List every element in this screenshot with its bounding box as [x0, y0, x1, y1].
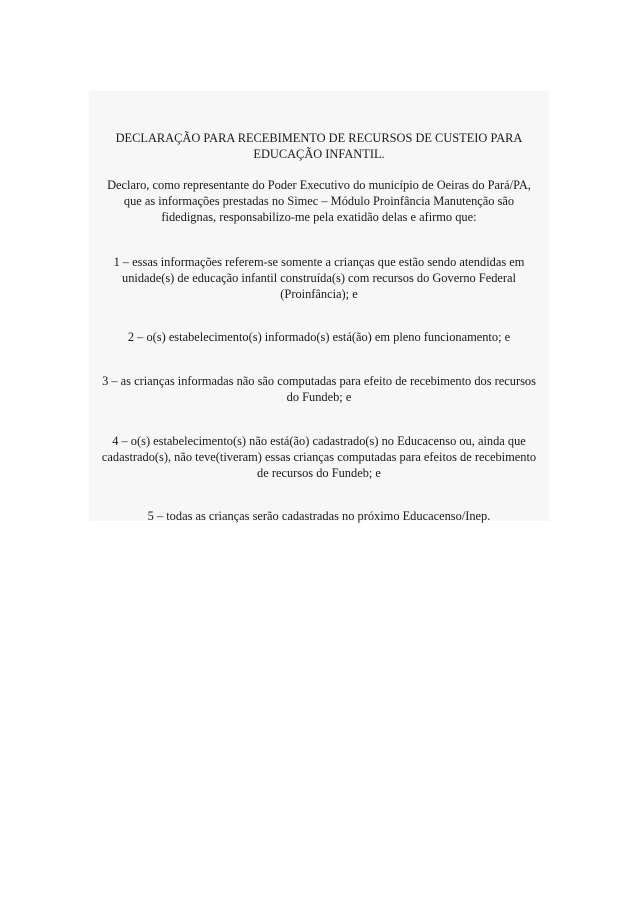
item-1-line-3: (Proinfância); e: [280, 287, 358, 301]
item-3-line-2: do Fundeb; e: [286, 390, 352, 404]
item-2-line-1: 2 – o(s) estabelecimento(s) informado(s) está(ão) em pleno funcionamento; e: [127, 330, 511, 344]
item-4-line-3: de recursos do Fundeb; e: [257, 466, 381, 480]
document-title-line-1: DECLARAÇÃO PARA RECEBIMENTO DE RECURSOS DE CUSTEIO PARA: [115, 131, 523, 145]
document-title-line-2: EDUCAÇÃO INFANTIL.: [253, 147, 385, 161]
item-1-line-1: 1 – essas informações referem-se somente a crianças que estão sendo atendidas em: [113, 255, 525, 269]
item-4-line-2: cadastrado(s), não teve(tiveram) essas crianças computadas para efeitos de recebimento: [101, 450, 537, 464]
item-5-line-1: 5 – todas as crianças serão cadastradas no próximo Educacenso/Inep.: [147, 509, 491, 523]
intro-line-2: que as informações prestadas no Simec – Módulo Proinfância Manutenção são: [123, 194, 515, 208]
item-1-line-2: unidade(s) de educação infantil construída(s) com recursos do Governo Federal: [122, 271, 516, 285]
intro-line-1: Declaro, como representante do Poder Executivo do município de Oeiras do Pará/PA,: [107, 178, 531, 192]
item-3-line-1: 3 – as crianças informadas não são computadas para efeito de recebimento dos recursos: [102, 374, 536, 388]
item-4-line-1: 4 – o(s) estabelecimento(s) não está(ão) cadastrado(s) no Educacenso ou, ainda que: [112, 434, 526, 448]
intro-line-3: fidedignas, responsabilizo-me pela exatidão delas e afirmo que:: [161, 210, 477, 224]
